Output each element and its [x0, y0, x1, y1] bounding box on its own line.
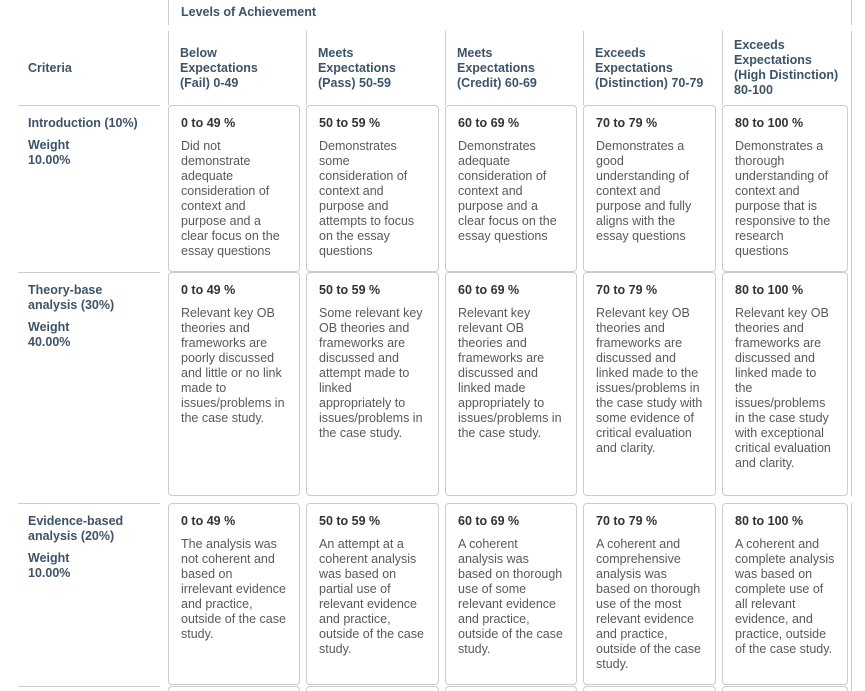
- grade-range: 0 to 49 %: [181, 514, 236, 528]
- column-header-label: Exceeds Expectations (Distinction) 70-79: [595, 45, 704, 90]
- levels-band-spacer: [0, 0, 168, 31]
- grade-range: 80 to 100 %: [735, 283, 804, 297]
- criterion-weight-value: 40.00%: [28, 335, 71, 349]
- grade-description: Demonstrates some consideration of context and purpose and attempts to focus on the essay questions: [319, 139, 415, 258]
- grade-cell: [583, 503, 716, 685]
- grade-cell: [306, 686, 439, 691]
- criterion-weight: [28, 551, 144, 581]
- grade-description: Relevant key OB theories and frameworks are discussed and linked made to the issues/problems in the case study with exceptional critical evaluation and clarity.: [735, 306, 831, 470]
- grade-cell: [168, 503, 300, 685]
- criterion-weight: [28, 138, 144, 168]
- grade-range: 50 to 59 %: [319, 116, 381, 130]
- grade-cell: [583, 272, 716, 496]
- grade-range: 70 to 79 %: [596, 514, 658, 528]
- criterion-title: Introduction (10%): [28, 116, 138, 130]
- column-header-pass: [306, 31, 445, 105]
- grade-cell: [306, 272, 439, 496]
- criterion-weight-value: 10.00%: [28, 153, 71, 167]
- criterion-weight-label: Weight: [28, 320, 70, 334]
- rubric-row-introduction: [0, 105, 865, 272]
- grade-range: 60 to 69 %: [458, 116, 520, 130]
- grade-cell: [168, 686, 300, 691]
- grade-description: Some relevant key OB theories and frameworks are discussed and attempt made to linked appropriately to issues/problems in the case study.: [319, 306, 423, 440]
- criterion-cell: [0, 105, 168, 279]
- column-header-label: Exceeds Expectations (High Distinction) 80-100: [734, 38, 839, 97]
- grade-range: 60 to 69 %: [458, 514, 520, 528]
- grade-cell: [583, 686, 716, 691]
- row-divider: [18, 686, 160, 687]
- grade-cell: [306, 503, 439, 685]
- criterion-weight-value: 10.00%: [28, 566, 71, 580]
- grade-cell: [722, 686, 848, 691]
- grade-range: 50 to 59 %: [319, 283, 381, 297]
- grade-cell: [445, 686, 577, 691]
- levels-band: [0, 0, 865, 31]
- cutoff-column-edge: [851, 0, 865, 25]
- column-header-distinction: [583, 31, 722, 105]
- grade-description: The analysis was not coherent and based on irrelevant evidence and practice, outside of the case study.: [181, 537, 286, 641]
- grade-cell: [722, 105, 848, 272]
- rubric-row-evidence-based-analysis: [0, 503, 865, 686]
- grade-description: A coherent analysis was based on thorough use of some relevant evidence and practice, outside of the case study.: [458, 537, 563, 656]
- grade-cell: [168, 105, 300, 272]
- criterion-cell: [0, 503, 168, 691]
- levels-of-achievement-header: Levels of Achievement: [168, 0, 851, 25]
- grade-cell: [445, 503, 577, 685]
- grade-cell: [583, 105, 716, 272]
- grade-range: 0 to 49 %: [181, 116, 236, 130]
- cutoff-column-edge: [851, 31, 865, 105]
- grade-range: 70 to 79 %: [596, 116, 658, 130]
- column-header-high-distinction: [722, 31, 851, 105]
- column-header-fail: [168, 31, 306, 105]
- grade-description: Demonstrates a thorough understanding of context and purpose that is responsive to the research questions: [735, 139, 831, 258]
- grade-cell: [722, 503, 848, 685]
- grade-cell: [306, 105, 439, 272]
- cutoff-column-edge: [851, 105, 865, 279]
- cutoff-column-edge: [851, 503, 865, 691]
- grade-description: A coherent and comprehensive analysis was based on thorough use of the most relevant evidence and practice, outside of the case study.: [596, 537, 701, 671]
- criterion-weight-label: Weight: [28, 551, 70, 565]
- column-header-row: [0, 31, 865, 105]
- column-header-credit: [445, 31, 583, 105]
- criterion-weight: [28, 320, 144, 350]
- column-header-label: Meets Expectations (Credit) 60-69: [457, 45, 537, 90]
- grade-description: Did not demonstrate adequate consideration of context and purpose and a clear focus on the essay questions: [181, 139, 280, 258]
- grade-range: 80 to 100 %: [735, 116, 804, 130]
- grade-cell: [168, 272, 300, 496]
- grade-description: Relevant key OB theories and frameworks are poorly discussed and little or no link made to issues/problems in the case study.: [181, 306, 285, 425]
- grade-cell: [722, 272, 848, 496]
- grade-cell: [445, 272, 577, 496]
- grade-description: Relevant key OB theories and frameworks are discussed and linked made to the issues/problems in the case study with some evidence of critical evaluation and clarity.: [596, 306, 703, 455]
- grade-range: 0 to 49 %: [181, 283, 236, 297]
- grade-description: An attempt at a coherent analysis was based on partial use of relevant evidence and practice, outside of the case study.: [319, 537, 424, 656]
- grade-cell: [445, 105, 577, 272]
- grade-range: 70 to 79 %: [596, 283, 658, 297]
- cutoff-column-edge: [851, 272, 865, 503]
- criterion-title: Evidence-based analysis (20%): [28, 514, 124, 543]
- column-header-label: Below Expectations (Fail) 0-49: [180, 45, 258, 90]
- column-header-label: Meets Expectations (Pass) 50-59: [318, 45, 396, 90]
- rubric-row-theory-base-analysis: [0, 272, 865, 503]
- grade-range: 60 to 69 %: [458, 283, 520, 297]
- criterion-cell: [0, 272, 168, 503]
- grade-description: Demonstrates a good understanding of context and purpose and fully aligns with the essay questions: [596, 139, 692, 243]
- criterion-weight-label: Weight: [28, 138, 70, 152]
- grade-description: A coherent and complete analysis was based on complete use of all relevant evidence, and practice, outside of the case study.: [735, 537, 835, 656]
- criterion-cell: [0, 686, 168, 691]
- criteria-header: Criteria: [28, 61, 72, 75]
- grade-description: Relevant key relevant OB theories and frameworks are discussed and linked made appropriately to issues/problems in the case study.: [458, 306, 562, 440]
- criterion-title: Theory-base analysis (30%): [28, 283, 115, 312]
- cutoff-column-edge: [851, 686, 865, 691]
- grade-description: Demonstrates adequate consideration of context and purpose and a clear focus on the essay questions: [458, 139, 557, 243]
- rubric-row-partial: [0, 686, 865, 691]
- grade-range: 80 to 100 %: [735, 514, 804, 528]
- grade-range: 50 to 59 %: [319, 514, 381, 528]
